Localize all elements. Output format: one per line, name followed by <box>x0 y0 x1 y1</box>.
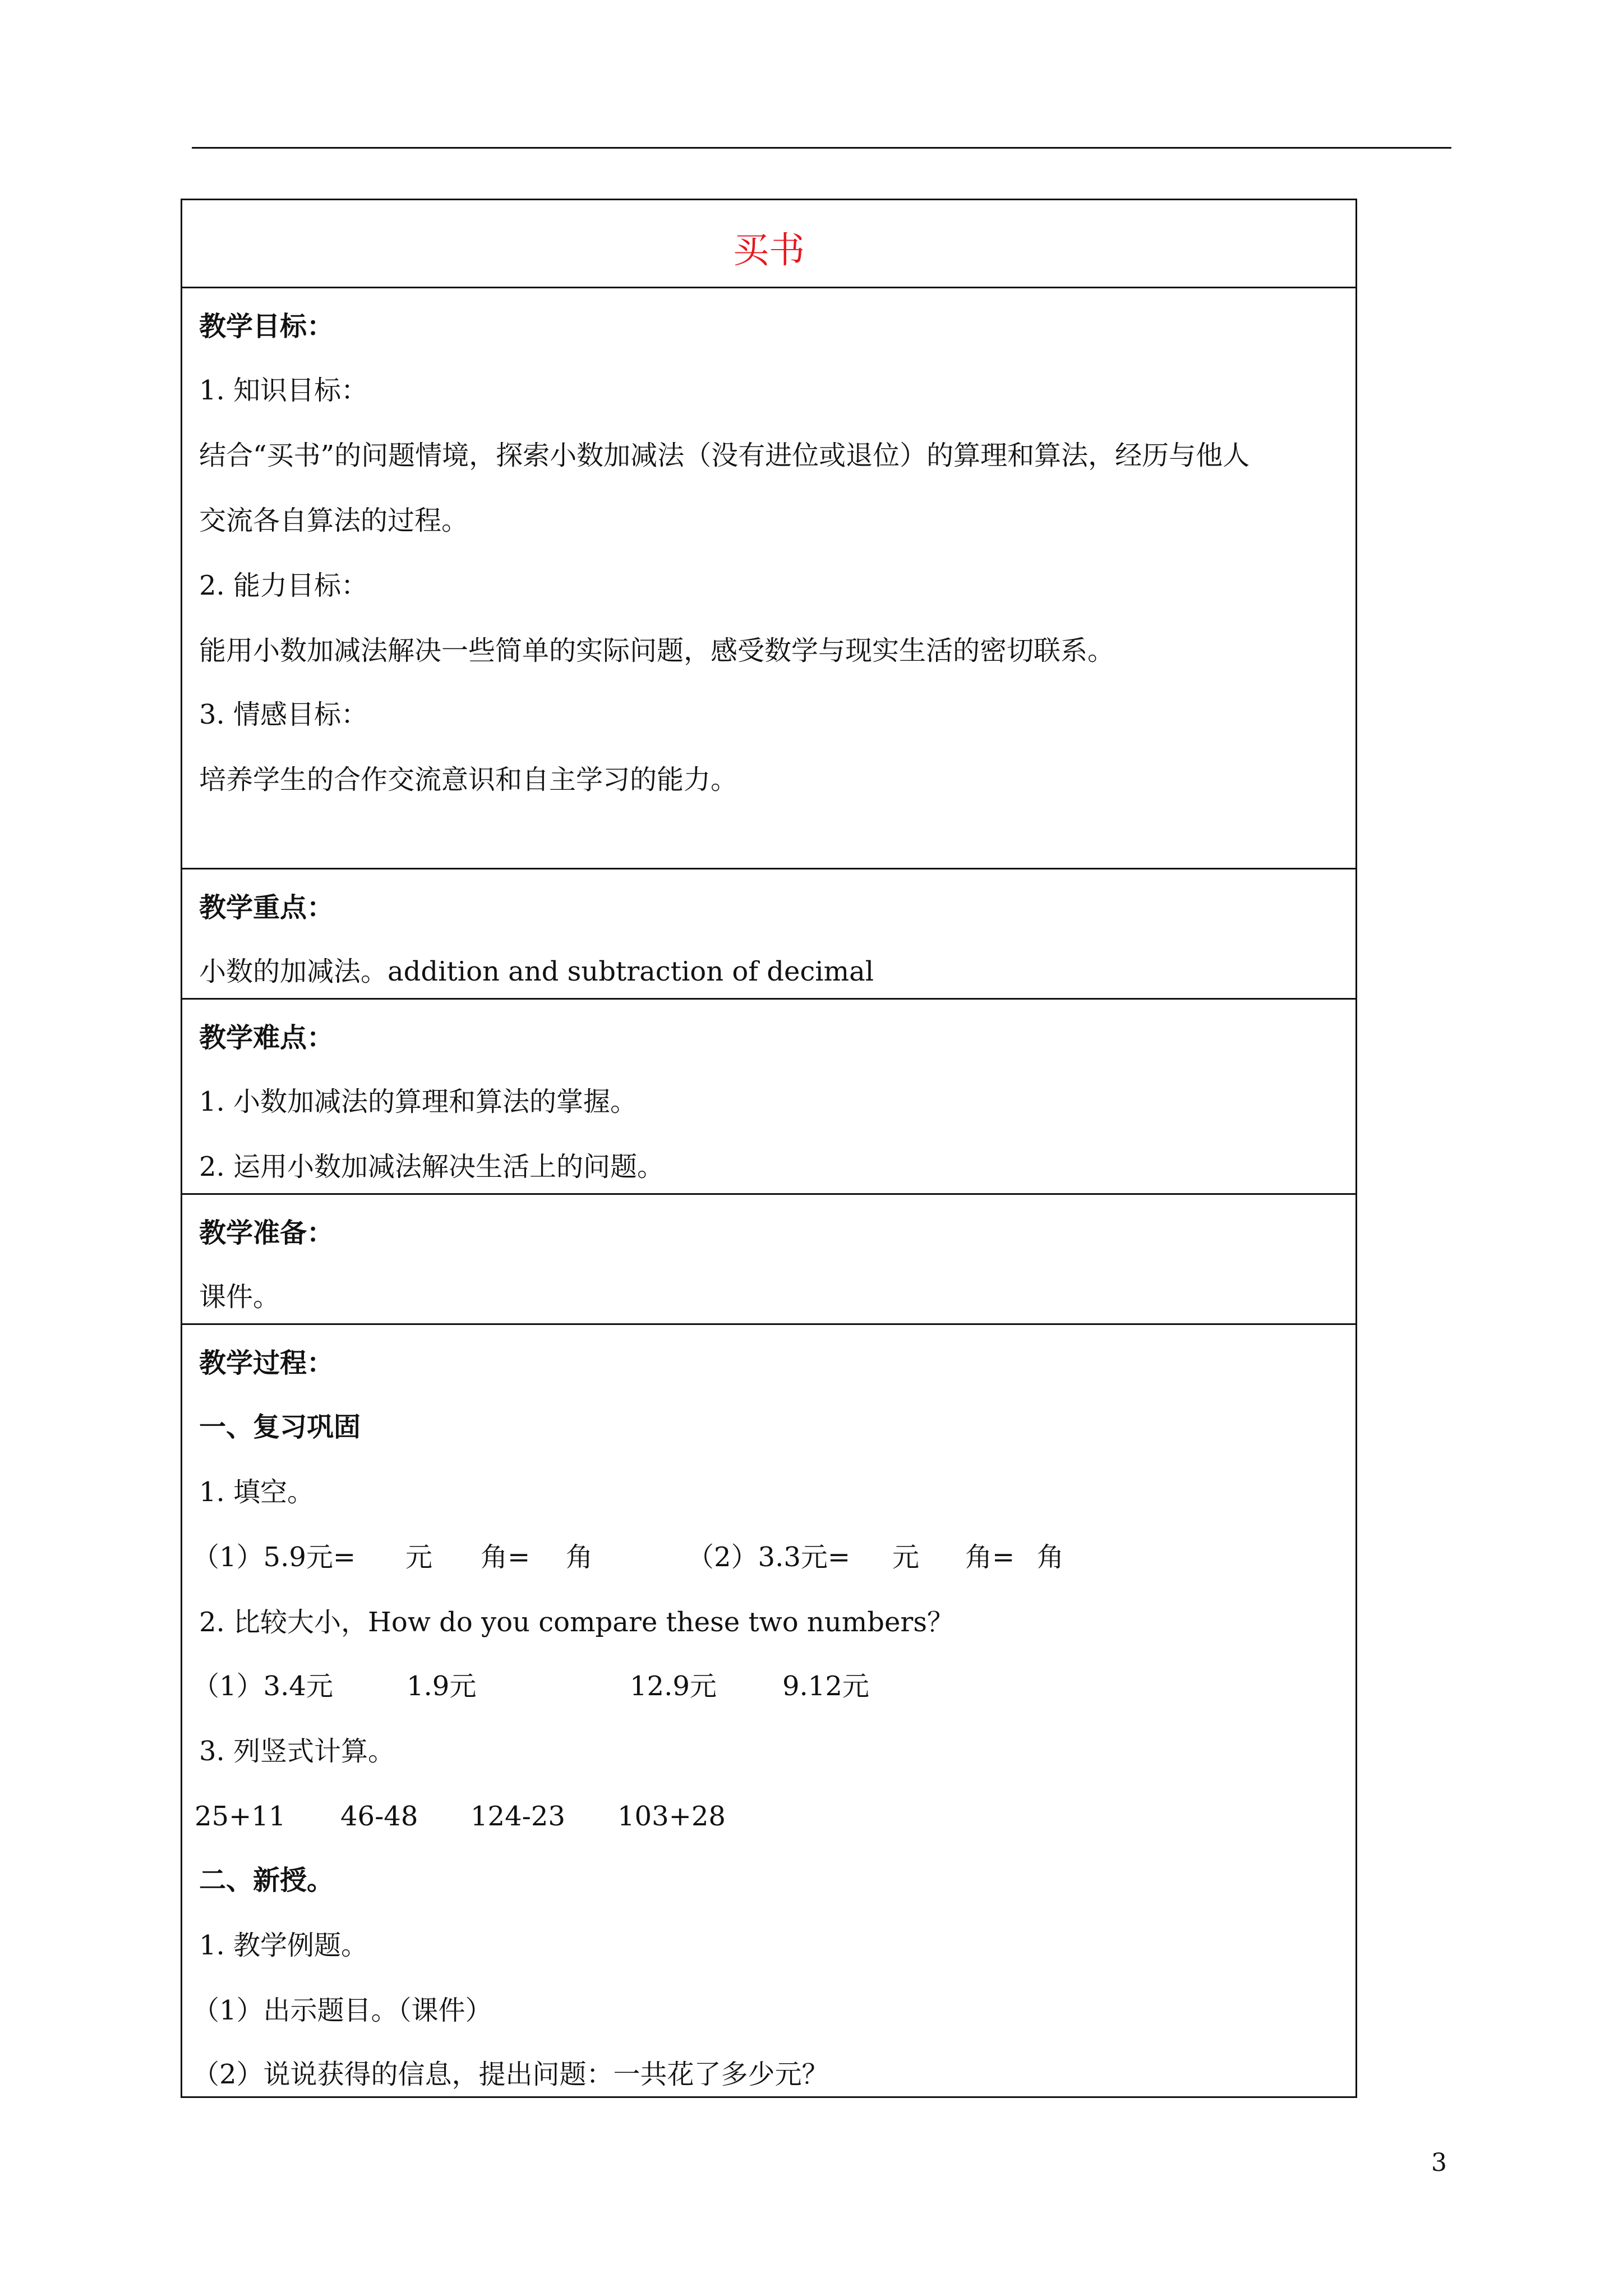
compare-1-a: （1）3.4元 <box>192 1671 333 1702</box>
question-compare: 2. 比较大小，How do you compare these two numbers？ <box>199 1607 954 1638</box>
preparation-row <box>182 1193 1355 1323</box>
key-points-heading: 教学重点： <box>199 892 334 923</box>
difficulty-item-1: 1. 小数加减法的算理和算法的掌握。 <box>199 1086 638 1117</box>
section-new-lesson: 二、新授。 <box>199 1865 334 1896</box>
process-row <box>182 1323 1355 2100</box>
compare-2-b: 9.12元 <box>782 1671 869 1702</box>
difficulty-row <box>182 998 1355 1193</box>
emotion-text: 培养学生的合作交流意识和自主学习的能力。 <box>199 764 738 795</box>
calc-item: 25+11 <box>195 1801 286 1832</box>
compare-1-b: 1.9元 <box>407 1671 477 1702</box>
example-step-1: （1）出示题目。（课件） <box>192 1995 492 2026</box>
difficulty-heading: 教学难点： <box>199 1022 334 1053</box>
knowledge-label: 1. 知识目标： <box>199 375 368 406</box>
lesson-plan-table <box>181 199 1357 2098</box>
preparation-text: 课件。 <box>199 1281 280 1313</box>
lesson-title: 买书 <box>733 230 805 272</box>
fill-1-jiao-2: 角 <box>566 1542 593 1573</box>
knowledge-text-2: 交流各自算法的过程。 <box>199 505 469 536</box>
emotion-label: 3. 情感目标： <box>199 699 368 730</box>
fill-1-amount: （1）5.9元= <box>192 1542 356 1573</box>
page-number: 3 <box>1431 2148 1447 2177</box>
fill-1-yuan: 元 <box>405 1542 433 1573</box>
section-review: 一、复习巩固 <box>199 1411 361 1443</box>
ability-label: 2. 能力目标： <box>199 570 368 601</box>
example-step-2: （2）说说获得的信息，提出问题：一共花了多少元？ <box>192 2059 829 2090</box>
header-rule <box>192 147 1451 149</box>
fill-1-jiao: 角= <box>481 1542 531 1573</box>
key-points-row <box>182 868 1355 998</box>
objectives-heading: 教学目标： <box>199 311 334 342</box>
question-vertical-calc: 3. 列竖式计算。 <box>199 1736 395 1767</box>
calc-item: 103+28 <box>617 1801 726 1832</box>
example-heading: 1. 教学例题。 <box>199 1930 368 1961</box>
compare-2-a: 12.9元 <box>630 1671 717 1702</box>
process-heading: 教学过程： <box>199 1347 334 1379</box>
fill-2-jiao: 角= <box>965 1542 1015 1573</box>
fill-2-yuan: 元 <box>892 1542 920 1573</box>
preparation-heading: 教学准备： <box>199 1217 334 1249</box>
title-row <box>182 200 1355 287</box>
calc-item: 46-48 <box>340 1801 418 1832</box>
key-points-text: 小数的加减法。addition and subtraction of decimal <box>199 956 874 987</box>
calc-item: 124-23 <box>471 1801 565 1832</box>
fill-2-amount: （2）3.3元= <box>687 1542 851 1573</box>
question-fill-blank: 1. 填空。 <box>199 1476 315 1508</box>
difficulty-item-2: 2. 运用小数加减法解决生活上的问题。 <box>199 1151 665 1182</box>
objectives-row <box>182 287 1355 868</box>
fill-2-jiao-2: 角 <box>1037 1542 1064 1573</box>
ability-text: 能用小数加减法解决一些简单的实际问题，感受数学与现实生活的密切联系。 <box>199 635 1115 666</box>
knowledge-text-1: 结合“买书”的问题情境，探索小数加减法（没有进位或退位）的算理和算法，经历与他人 <box>199 440 1250 471</box>
